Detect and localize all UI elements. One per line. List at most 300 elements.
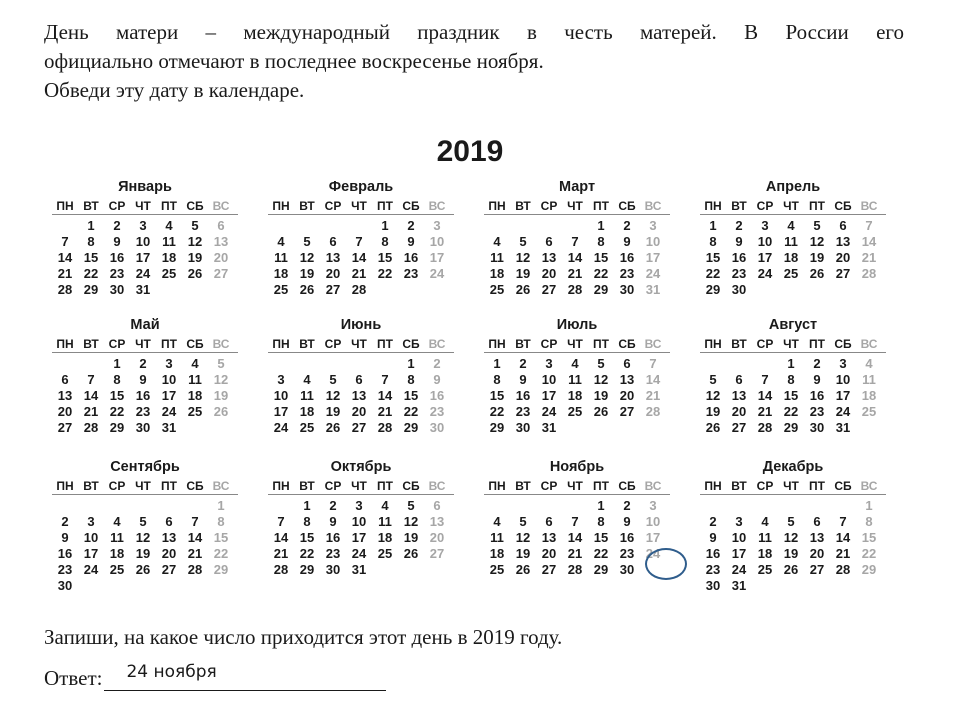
day-cell: 5	[519, 234, 527, 249]
day-cell: 26	[515, 562, 531, 577]
day-cell: 5	[217, 356, 225, 371]
day-cell: 18	[161, 250, 177, 265]
day-cell: 31	[161, 420, 177, 435]
day-cell: 6	[217, 218, 225, 233]
day-cell: 20	[325, 266, 341, 281]
day-cell: 7	[571, 234, 579, 249]
weekday-label: ВТ	[515, 199, 531, 213]
day-cell: 7	[571, 514, 579, 529]
day-cell: 19	[299, 266, 315, 281]
weekday-label: СБ	[186, 337, 204, 351]
month-name: Апрель	[765, 179, 821, 195]
day-cell: 8	[381, 234, 389, 249]
day-cell: 21	[187, 546, 203, 561]
weekday-label: ЧТ	[567, 337, 583, 351]
day-cell: 1	[865, 498, 873, 513]
day-cell: 11	[784, 234, 798, 249]
day-cell: 4	[493, 234, 501, 249]
day-cell: 11	[188, 372, 202, 387]
weekday-label: ПТ	[161, 337, 177, 351]
day-cell: 1	[87, 218, 95, 233]
weekday-header	[700, 336, 886, 353]
day-cell: 4	[571, 356, 579, 371]
weekday-label: СР	[108, 479, 126, 493]
month-calendar	[52, 458, 238, 594]
day-cell: 5	[787, 514, 795, 529]
day-cell: 30	[705, 578, 721, 593]
day-cell: 21	[83, 404, 99, 419]
day-cell: 2	[519, 356, 527, 371]
day-cell: 24	[273, 420, 289, 435]
day-cell: 11	[378, 514, 392, 529]
day-cell: 18	[757, 546, 773, 561]
day-cell: 1	[303, 498, 311, 513]
weekday-label: ПТ	[593, 199, 609, 213]
weekday-label: ВТ	[83, 479, 99, 493]
day-cell: 9	[735, 234, 743, 249]
day-cell: 13	[541, 530, 557, 545]
day-cell: 26	[515, 282, 531, 297]
day-cell: 21	[351, 266, 367, 281]
weekday-label: СБ	[402, 199, 420, 213]
day-grid	[52, 218, 238, 298]
day-cell: 1	[787, 356, 795, 371]
day-cell: 28	[187, 562, 203, 577]
weekday-label: СБ	[402, 337, 420, 351]
day-cell: 4	[277, 234, 285, 249]
day-cell: 13	[731, 388, 747, 403]
weekday-label: ПТ	[593, 337, 609, 351]
day-cell: 30	[619, 562, 635, 577]
month-name: Январь	[118, 179, 172, 195]
day-cell: 24	[351, 546, 367, 561]
day-cell: 8	[493, 372, 501, 387]
weekday-label: ВС	[860, 199, 878, 213]
weekday-label: ВТ	[83, 337, 99, 351]
day-cell: 13	[213, 234, 229, 249]
weekday-label: ЧТ	[351, 199, 367, 213]
day-cell: 2	[813, 356, 821, 371]
day-cell: 1	[597, 218, 605, 233]
weekday-header	[52, 198, 238, 215]
day-cell: 19	[403, 530, 419, 545]
day-cell: 3	[761, 218, 769, 233]
day-cell: 25	[783, 266, 799, 281]
day-cell: 10	[161, 372, 177, 387]
day-cell: 27	[161, 562, 177, 577]
day-cell: 10	[273, 388, 289, 403]
weekday-label: ВС	[644, 479, 662, 493]
day-cell: 21	[377, 404, 393, 419]
day-cell: 2	[329, 498, 337, 513]
weekday-label: ПТ	[161, 199, 177, 213]
day-cell: 18	[299, 404, 315, 419]
day-cell: 21	[835, 546, 851, 561]
day-cell: 11	[490, 530, 504, 545]
day-cell: 27	[57, 420, 73, 435]
day-cell: 12	[187, 234, 203, 249]
day-cell: 27	[541, 562, 557, 577]
day-cell: 8	[303, 514, 311, 529]
day-cell: 10	[757, 234, 773, 249]
weekday-label: ПТ	[377, 199, 393, 213]
weekday-label: СБ	[402, 479, 420, 493]
day-cell: 30	[429, 420, 445, 435]
day-cell: 11	[490, 250, 504, 265]
day-cell: 8	[597, 234, 605, 249]
day-cell: 20	[809, 546, 825, 561]
day-cell: 15	[403, 388, 419, 403]
day-cell: 21	[567, 546, 583, 561]
day-cell: 8	[407, 372, 415, 387]
weekday-label: ВС	[644, 337, 662, 351]
day-cell: 8	[865, 514, 873, 529]
month-name: Ноябрь	[549, 459, 605, 475]
day-cell: 4	[493, 514, 501, 529]
day-cell: 14	[273, 530, 289, 545]
day-cell: 29	[299, 562, 315, 577]
month-name: Июль	[556, 317, 598, 333]
day-grid	[700, 498, 886, 594]
day-cell: 18	[861, 388, 877, 403]
day-cell: 1	[113, 356, 121, 371]
day-cell: 30	[809, 420, 825, 435]
day-cell: 10	[541, 372, 557, 387]
weekday-label: ПТ	[161, 479, 177, 493]
weekday-label: ВС	[860, 337, 878, 351]
weekday-header	[484, 336, 670, 353]
day-cell: 13	[541, 250, 557, 265]
weekday-label: ЧТ	[567, 199, 583, 213]
day-cell: 14	[567, 250, 583, 265]
day-cell: 29	[783, 420, 799, 435]
day-cell: 30	[515, 420, 531, 435]
weekday-label: ВС	[644, 199, 662, 213]
weekday-label: ВТ	[515, 479, 531, 493]
day-cell: 18	[489, 266, 505, 281]
weekday-header	[700, 198, 886, 215]
day-cell: 16	[705, 546, 721, 561]
month-name: Февраль	[328, 179, 394, 195]
day-cell: 15	[299, 530, 315, 545]
day-cell: 12	[325, 388, 341, 403]
weekday-header	[700, 478, 886, 495]
day-cell: 23	[619, 266, 635, 281]
day-cell: 23	[515, 404, 531, 419]
day-cell: 22	[783, 404, 799, 419]
day-cell: 31	[135, 282, 151, 297]
day-cell: 6	[165, 514, 173, 529]
day-cell: 8	[597, 514, 605, 529]
day-cell: 16	[135, 388, 151, 403]
day-cell: 3	[87, 514, 95, 529]
day-cell: 18	[783, 250, 799, 265]
day-cell: 26	[809, 266, 825, 281]
day-cell: 19	[187, 250, 203, 265]
day-cell: 27	[429, 546, 445, 561]
weekday-label: ПТ	[377, 479, 393, 493]
day-cell: 19	[135, 546, 151, 561]
day-cell: 19	[809, 250, 825, 265]
day-cell: 2	[433, 356, 441, 371]
day-cell: 27	[213, 266, 229, 281]
weekday-label: ВС	[212, 479, 230, 493]
day-cell: 23	[705, 562, 721, 577]
day-cell: 30	[325, 562, 341, 577]
day-cell: 20	[731, 404, 747, 419]
day-cell: 4	[381, 498, 389, 513]
month-name: Сентябрь	[110, 459, 180, 475]
day-cell: 16	[325, 530, 341, 545]
weekday-label: ВТ	[515, 337, 531, 351]
day-cell: 5	[407, 498, 415, 513]
weekday-header	[268, 336, 454, 353]
weekday-label: ПН	[56, 479, 74, 493]
month-calendar	[268, 316, 454, 436]
weekday-label: СБ	[186, 199, 204, 213]
weekday-label: ПН	[272, 337, 290, 351]
day-cell: 25	[567, 404, 583, 419]
day-cell: 6	[355, 372, 363, 387]
day-cell: 31	[351, 562, 367, 577]
day-cell: 24	[135, 266, 151, 281]
day-cell: 17	[83, 546, 99, 561]
weekday-label: ПН	[704, 337, 722, 351]
day-cell: 13	[325, 250, 341, 265]
weekday-label: СБ	[834, 337, 852, 351]
weekday-label: ВС	[428, 337, 446, 351]
day-cell: 29	[213, 562, 229, 577]
weekday-label: ВТ	[731, 337, 747, 351]
weekday-label: ПТ	[809, 479, 825, 493]
day-cell: 22	[83, 266, 99, 281]
weekday-label: СР	[324, 479, 342, 493]
day-cell: 25	[489, 282, 505, 297]
weekday-label: СР	[756, 199, 774, 213]
day-cell: 4	[303, 372, 311, 387]
day-cell: 15	[593, 530, 609, 545]
day-cell: 25	[377, 546, 393, 561]
day-cell: 25	[161, 266, 177, 281]
day-cell: 8	[217, 514, 225, 529]
day-cell: 23	[809, 404, 825, 419]
day-cell: 16	[403, 250, 419, 265]
day-cell: 18	[489, 546, 505, 561]
day-cell: 22	[705, 266, 721, 281]
day-cell: 3	[277, 372, 285, 387]
day-cell: 29	[403, 420, 419, 435]
month-name: Март	[558, 179, 596, 195]
day-cell: 2	[407, 218, 415, 233]
month-name: Октябрь	[330, 459, 392, 475]
month-calendar	[52, 316, 238, 436]
day-cell: 12	[299, 250, 315, 265]
day-cell: 30	[135, 420, 151, 435]
weekday-label: ПН	[488, 199, 506, 213]
day-cell: 3	[839, 356, 847, 371]
day-cell: 22	[213, 546, 229, 561]
day-cell: 11	[568, 372, 582, 387]
weekday-label: ВС	[860, 479, 878, 493]
day-cell: 14	[187, 530, 203, 545]
day-cell: 16	[619, 530, 635, 545]
day-cell: 4	[761, 514, 769, 529]
day-cell: 23	[731, 266, 747, 281]
day-cell: 27	[731, 420, 747, 435]
day-cell: 11	[274, 250, 288, 265]
answer-label: Ответ:	[44, 666, 103, 690]
day-cell: 28	[377, 420, 393, 435]
day-cell: 10	[645, 514, 661, 529]
weekday-label: ПН	[488, 337, 506, 351]
day-cell: 27	[541, 282, 557, 297]
day-cell: 17	[351, 530, 367, 545]
weekday-header	[268, 478, 454, 495]
day-cell: 13	[835, 234, 851, 249]
day-cell: 31	[731, 578, 747, 593]
day-cell: 27	[835, 266, 851, 281]
day-cell: 20	[835, 250, 851, 265]
day-cell: 6	[813, 514, 821, 529]
day-cell: 24	[731, 562, 747, 577]
day-cell: 27	[325, 282, 341, 297]
intro-line-3: Обведи эту дату в календаре.	[44, 78, 305, 102]
day-cell: 14	[83, 388, 99, 403]
day-cell: 22	[593, 546, 609, 561]
day-cell: 15	[109, 388, 125, 403]
day-cell: 14	[57, 250, 73, 265]
day-cell: 17	[731, 546, 747, 561]
day-cell: 10	[135, 234, 151, 249]
day-cell: 10	[351, 514, 367, 529]
intro-text	[44, 18, 904, 105]
day-cell: 12	[705, 388, 721, 403]
day-cell: 23	[57, 562, 73, 577]
month-calendar	[268, 178, 454, 298]
day-cell: 15	[783, 388, 799, 403]
weekday-label: ВТ	[299, 479, 315, 493]
weekday-label: ЧТ	[351, 479, 367, 493]
day-cell: 9	[139, 372, 147, 387]
day-cell: 29	[861, 562, 877, 577]
answer-field[interactable]	[104, 662, 386, 691]
weekday-label: ВС	[212, 337, 230, 351]
day-cell: 1	[709, 218, 717, 233]
day-cell: 9	[433, 372, 441, 387]
month-calendar	[484, 458, 670, 578]
day-cell: 17	[161, 388, 177, 403]
day-grid	[268, 218, 454, 298]
day-cell: 1	[493, 356, 501, 371]
weekday-label: СБ	[834, 199, 852, 213]
day-cell: 17	[541, 388, 557, 403]
weekday-label: СБ	[186, 479, 204, 493]
day-cell: 24	[541, 404, 557, 419]
month-name: Май	[130, 317, 160, 333]
day-cell: 20	[541, 266, 557, 281]
day-cell: 13	[57, 388, 73, 403]
day-cell: 28	[861, 266, 877, 281]
weekday-label: СБ	[834, 479, 852, 493]
weekday-label: ЧТ	[783, 199, 799, 213]
month-calendar	[484, 316, 670, 436]
weekday-label: ПН	[56, 199, 74, 213]
day-cell: 17	[135, 250, 151, 265]
weekday-label: ВС	[428, 479, 446, 493]
month-name: Август	[768, 317, 818, 333]
day-cell: 11	[110, 530, 124, 545]
weekday-label: ПТ	[809, 199, 825, 213]
day-cell: 14	[861, 234, 877, 249]
weekday-header	[268, 198, 454, 215]
day-cell: 20	[161, 546, 177, 561]
day-cell: 28	[757, 420, 773, 435]
day-cell: 6	[623, 356, 631, 371]
day-cell: 6	[329, 234, 337, 249]
day-cell: 14	[835, 530, 851, 545]
day-cell: 4	[787, 218, 795, 233]
weekday-label: СР	[540, 199, 558, 213]
day-cell: 4	[113, 514, 121, 529]
day-cell: 17	[757, 250, 773, 265]
weekday-label: ВТ	[299, 337, 315, 351]
day-cell: 8	[113, 372, 121, 387]
day-cell: 6	[61, 372, 69, 387]
day-cell: 8	[709, 234, 717, 249]
day-cell: 25	[861, 404, 877, 419]
day-cell: 10	[645, 234, 661, 249]
date-circle-mark	[645, 548, 687, 580]
day-cell: 3	[139, 218, 147, 233]
day-cell: 24	[645, 546, 661, 561]
day-grid	[484, 498, 670, 578]
day-cell: 3	[649, 218, 657, 233]
day-cell: 27	[619, 404, 635, 419]
day-cell: 5	[329, 372, 337, 387]
weekday-label: ПН	[704, 479, 722, 493]
day-cell: 25	[187, 404, 203, 419]
weekday-label: ВТ	[299, 199, 315, 213]
day-cell: 11	[300, 388, 314, 403]
day-cell: 7	[87, 372, 95, 387]
day-cell: 16	[619, 250, 635, 265]
weekday-label: СР	[756, 337, 774, 351]
weekday-label: ЧТ	[783, 337, 799, 351]
month-calendar	[700, 458, 886, 594]
day-cell: 31	[835, 420, 851, 435]
day-cell: 23	[109, 266, 125, 281]
day-cell: 25	[109, 562, 125, 577]
day-cell: 10	[835, 372, 851, 387]
day-cell: 19	[213, 388, 229, 403]
day-cell: 29	[83, 282, 99, 297]
weekday-label: СР	[108, 337, 126, 351]
weekday-label: СБ	[618, 199, 636, 213]
day-grid	[268, 356, 454, 436]
day-cell: 16	[809, 388, 825, 403]
day-grid	[268, 498, 454, 578]
day-cell: 7	[865, 218, 873, 233]
day-cell: 6	[433, 498, 441, 513]
day-cell: 13	[809, 530, 825, 545]
weekday-label: ВС	[212, 199, 230, 213]
day-cell: 10	[731, 530, 747, 545]
day-cell: 26	[325, 420, 341, 435]
day-cell: 4	[865, 356, 873, 371]
weekday-label: ПН	[272, 199, 290, 213]
day-cell: 26	[187, 266, 203, 281]
day-cell: 13	[351, 388, 367, 403]
